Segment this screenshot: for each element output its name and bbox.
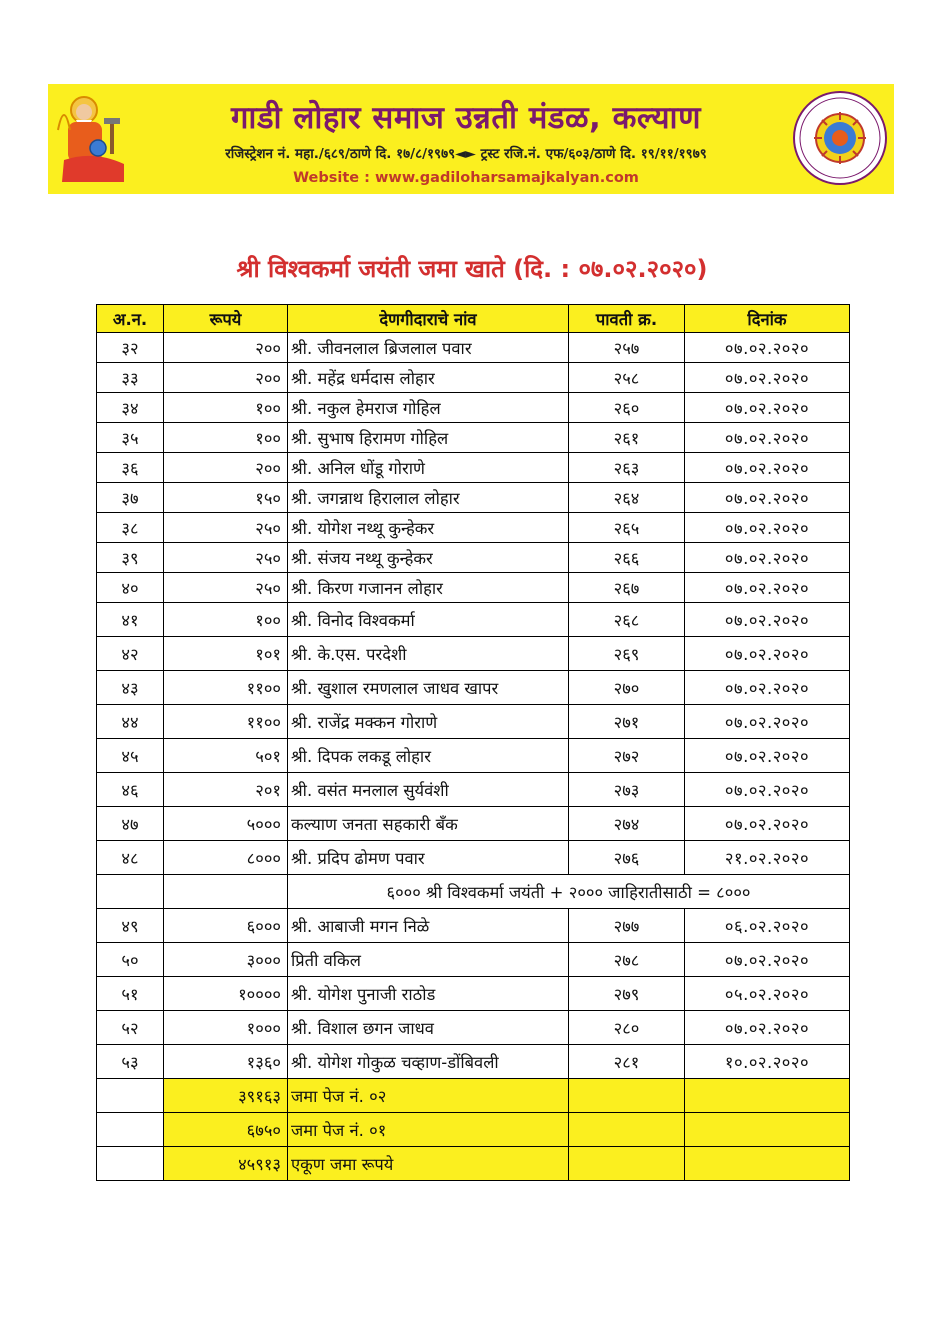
serial-cell: ३६ [97, 453, 164, 483]
date-cell: ०७.०२.२०२० [685, 363, 850, 393]
date-cell: ०७.०२.२०२० [685, 705, 850, 739]
amount-cell: ५००० [164, 807, 288, 841]
donor-name-cell: श्री. खुशाल रमणलाल जाधव खापर [288, 671, 569, 705]
date-cell: ०७.०२.२०२० [685, 423, 850, 453]
date-cell: २१.०२.२०२० [685, 841, 850, 875]
serial-cell: ३४ [97, 393, 164, 423]
serial-cell: ५१ [97, 977, 164, 1011]
organization-seal-image [792, 90, 888, 186]
receipt-cell: २७३ [569, 773, 685, 807]
amount-cell: ५०१ [164, 739, 288, 773]
receipt-cell: २६९ [569, 637, 685, 671]
serial-cell: ३२ [97, 333, 164, 363]
empty-cell [569, 1113, 685, 1147]
donor-name-cell: कल्याण जनता सहकारी बँक [288, 807, 569, 841]
table-row [97, 543, 850, 573]
empty-cell [97, 1079, 164, 1113]
table-row [97, 1011, 850, 1045]
table-row [97, 977, 850, 1011]
serial-cell: ४० [97, 573, 164, 603]
receipt-cell: २७८ [569, 943, 685, 977]
amount-cell: २५० [164, 513, 288, 543]
empty-cell [569, 1079, 685, 1113]
total-label-cell: जमा पेज नं. ०२ [288, 1079, 569, 1113]
date-cell: ०७.०२.२०२० [685, 807, 850, 841]
table-header-row [97, 305, 850, 333]
amount-cell: १०० [164, 393, 288, 423]
receipt-cell: २७९ [569, 977, 685, 1011]
serial-cell: ४३ [97, 671, 164, 705]
receipt-cell: २६७ [569, 573, 685, 603]
receipt-cell: २८० [569, 1011, 685, 1045]
total-amount-cell: ४५९१३ [164, 1147, 288, 1181]
receipt-cell: २७७ [569, 909, 685, 943]
receipt-cell: २६६ [569, 543, 685, 573]
date-cell: ०७.०२.२०२० [685, 513, 850, 543]
receipt-cell: २६३ [569, 453, 685, 483]
serial-cell: ३७ [97, 483, 164, 513]
serial-cell: ४९ [97, 909, 164, 943]
amount-cell: २०१ [164, 773, 288, 807]
empty-cell [97, 875, 164, 909]
donor-name-cell: प्रिती वकिल [288, 943, 569, 977]
note-row [97, 875, 850, 909]
serial-cell: ५० [97, 943, 164, 977]
receipt-cell: २७० [569, 671, 685, 705]
serial-cell: ४८ [97, 841, 164, 875]
receipt-cell: २७६ [569, 841, 685, 875]
amount-cell: १०००० [164, 977, 288, 1011]
table-row [97, 705, 850, 739]
date-cell: ०७.०२.२०२० [685, 739, 850, 773]
serial-cell: ३३ [97, 363, 164, 393]
total-row [97, 1147, 850, 1181]
date-cell: ०७.०२.२०२० [685, 671, 850, 705]
donor-name-cell: श्री. योगेश गोकुळ चव्हाण-डोंबिवली [288, 1045, 569, 1079]
donor-name-cell: श्री. महेंद्र धर्मदास लोहार [288, 363, 569, 393]
receipt-cell: २५७ [569, 333, 685, 363]
website-line: Website : www.gadiloharsamajkalyan.com [293, 170, 639, 186]
total-amount-cell: ६७५० [164, 1113, 288, 1147]
table-row [97, 483, 850, 513]
amount-cell: ११०० [164, 705, 288, 739]
table-row [97, 363, 850, 393]
serial-cell: ४४ [97, 705, 164, 739]
vishwakarma-deity-image [54, 90, 132, 188]
donor-name-cell: श्री. प्रदिप ढोमण पवार [288, 841, 569, 875]
table-row [97, 393, 850, 423]
receipt-cell: २६१ [569, 423, 685, 453]
header-banner [48, 84, 894, 194]
total-row [97, 1113, 850, 1147]
total-label-cell: एकूण जमा रूपये [288, 1147, 569, 1181]
serial-cell: ३८ [97, 513, 164, 543]
date-cell: ०७.०२.२०२० [685, 603, 850, 637]
date-cell: ०७.०२.२०२० [685, 637, 850, 671]
date-cell: ०७.०२.२०२० [685, 943, 850, 977]
organization-name: गाडी लोहार समाज उन्नती मंडळ, कल्याण [230, 100, 701, 136]
registration-details: रजिस्ट्रेशन नं. महा./६८९/ठाणे दि. १७/८/१९७९◄► ट्रस्ट रजि.नं. एफ/६०३/ठाणे दि. १९/११/१९७९ [225, 146, 707, 162]
table-row [97, 943, 850, 977]
table-row [97, 453, 850, 483]
empty-cell [164, 875, 288, 909]
column-header-donor-name: देणगीदाराचे नांव [288, 305, 569, 333]
receipt-cell: २७१ [569, 705, 685, 739]
serial-cell: ४७ [97, 807, 164, 841]
date-cell: ०७.०२.२०२० [685, 1011, 850, 1045]
column-header-date: दिनांक [685, 305, 850, 333]
date-cell: १०.०२.२०२० [685, 1045, 850, 1079]
amount-cell: ६००० [164, 909, 288, 943]
donor-name-cell: श्री. विनोद विश्वकर्मा [288, 603, 569, 637]
empty-cell [97, 1113, 164, 1147]
date-cell: ०७.०२.२०२० [685, 453, 850, 483]
donor-name-cell: श्री. सुभाष हिरामण गोहिल [288, 423, 569, 453]
date-cell: ०७.०२.२०२० [685, 573, 850, 603]
date-cell: ०७.०२.२०२० [685, 483, 850, 513]
empty-cell [569, 1147, 685, 1181]
amount-cell: २५० [164, 573, 288, 603]
table-row [97, 841, 850, 875]
donor-name-cell: श्री. राजेंद्र मक्कन गोराणे [288, 705, 569, 739]
donor-name-cell: श्री. दिपक लकडू लोहार [288, 739, 569, 773]
receipt-cell: २६४ [569, 483, 685, 513]
donor-name-cell: श्री. योगेश नथ्थू कुन्हेकर [288, 513, 569, 543]
amount-cell: १००० [164, 1011, 288, 1045]
table-row [97, 807, 850, 841]
donor-name-cell: श्री. के.एस. परदेशी [288, 637, 569, 671]
table-row [97, 739, 850, 773]
total-amount-cell: ३९१६३ [164, 1079, 288, 1113]
amount-cell: १३६० [164, 1045, 288, 1079]
table-row [97, 671, 850, 705]
donor-name-cell: श्री. जगन्नाथ हिरालाल लोहार [288, 483, 569, 513]
table-row [97, 573, 850, 603]
column-header-amount: रूपये [164, 305, 288, 333]
amount-cell: २०० [164, 363, 288, 393]
date-cell: ०५.०२.२०२० [685, 977, 850, 1011]
donor-name-cell: श्री. नकुल हेमराज गोहिल [288, 393, 569, 423]
amount-cell: ३००० [164, 943, 288, 977]
table-row [97, 637, 850, 671]
donor-name-cell: श्री. संजय नथ्थू कुन्हेकर [288, 543, 569, 573]
donor-name-cell: श्री. जीवनलाल ब्रिजलाल पवार [288, 333, 569, 363]
empty-cell [685, 1079, 850, 1113]
date-cell: ०७.०२.२०२० [685, 773, 850, 807]
total-row [97, 1079, 850, 1113]
donor-name-cell: श्री. योगेश पुनाजी राठोड [288, 977, 569, 1011]
table-row [97, 603, 850, 637]
empty-cell [685, 1113, 850, 1147]
amount-cell: २०० [164, 453, 288, 483]
table-row [97, 513, 850, 543]
amount-cell: १५० [164, 483, 288, 513]
receipt-cell: २७४ [569, 807, 685, 841]
table-row [97, 1045, 850, 1079]
donation-ledger-table [96, 304, 850, 1181]
column-header-receipt-no: पावती क्र. [569, 305, 685, 333]
amount-cell: २०० [164, 333, 288, 363]
document-title: श्री विश्वकर्मा जयंती जमा खाते (दि. : ०७.०२.२०२०) [236, 255, 708, 283]
table-row [97, 773, 850, 807]
amount-cell: १०० [164, 603, 288, 637]
date-cell: ०७.०२.२०२० [685, 393, 850, 423]
serial-cell: ४२ [97, 637, 164, 671]
table-row [97, 423, 850, 453]
donor-name-cell: श्री. आबाजी मगन निळे [288, 909, 569, 943]
donor-name-cell: श्री. अनिल धोंडू गोराणे [288, 453, 569, 483]
receipt-cell: २५८ [569, 363, 685, 393]
date-cell: ०६.०२.२०२० [685, 909, 850, 943]
serial-cell: ४१ [97, 603, 164, 637]
amount-cell: २५० [164, 543, 288, 573]
serial-cell: ५३ [97, 1045, 164, 1079]
serial-cell: ३५ [97, 423, 164, 453]
donor-name-cell: श्री. विशाल छगन जाधव [288, 1011, 569, 1045]
amount-cell: १०० [164, 423, 288, 453]
serial-cell: ३९ [97, 543, 164, 573]
empty-cell [97, 1147, 164, 1181]
note-cell: ६००० श्री विश्वकर्मा जयंती + २००० जाहिरातीसाठी = ८००० [288, 875, 850, 909]
empty-cell [685, 1147, 850, 1181]
donor-name-cell: श्री. किरण गजानन लोहार [288, 573, 569, 603]
amount-cell: ११०० [164, 671, 288, 705]
receipt-cell: २६५ [569, 513, 685, 543]
table-row [97, 909, 850, 943]
amount-cell: ८००० [164, 841, 288, 875]
total-label-cell: जमा पेज नं. ०१ [288, 1113, 569, 1147]
receipt-cell: २६८ [569, 603, 685, 637]
date-cell: ०७.०२.२०२० [685, 333, 850, 363]
column-header-serial: अ.न. [97, 305, 164, 333]
serial-cell: ४५ [97, 739, 164, 773]
table-row [97, 333, 850, 363]
serial-cell: ४६ [97, 773, 164, 807]
amount-cell: १०१ [164, 637, 288, 671]
receipt-cell: २८१ [569, 1045, 685, 1079]
receipt-cell: २६० [569, 393, 685, 423]
date-cell: ०७.०२.२०२० [685, 543, 850, 573]
serial-cell: ५२ [97, 1011, 164, 1045]
donor-name-cell: श्री. वसंत मनलाल सुर्यवंशी [288, 773, 569, 807]
receipt-cell: २७२ [569, 739, 685, 773]
